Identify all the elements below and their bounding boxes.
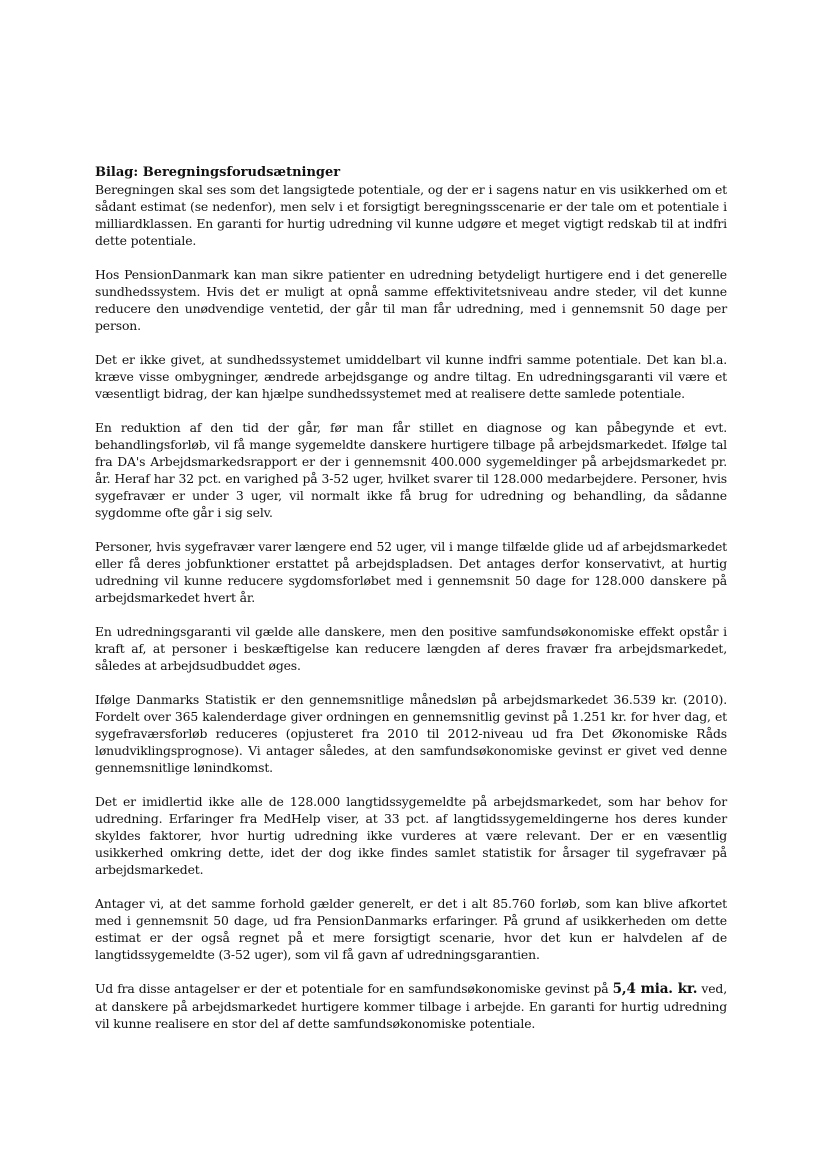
potential-amount: 5,4 mia. kr. <box>612 981 698 997</box>
paragraph-conclusion <box>95 980 727 1032</box>
paragraph-reduction: En reduktion af den tid der går, før man får stillet en diagnose og kan påbegynde et evt. behandlingsforløb, vil få mange sygemeldte danskere hurtigere tilbage på arbejdsmarkedet. Ifølge tal fra DA's Arbejdsmarkedsrapport er der i gennemsnit 400.000 sygemeldinger på arbejdsmarkedet pr. år. Heraf har 32 pct. en varighed på 3-52 uger, hvilket svarer til 128.000 medarbejdere. Personer, hvis sygefravær er under 3 uger, vil normalt ikke få brug for udredning og behandling, da sådanne sygdomme ofte går i sig selv. <box>95 420 727 520</box>
paragraph-pensiondanmark: Hos PensionDanmark kan man sikre patienter en udredning betydeligt hurtigere end i det generelle sundhedssystem. Hvis det er muligt at opnå samme effektivitetsniveau andre steder, vil det kunne reducere den unødvendige ventetid, der går til man får udredning, med i gennemsnit 50 dage per person. <box>95 267 727 333</box>
conclusion-text-before: Ud fra disse antagelser er der et potentiale for en samfundsøkonomiske gevinst på <box>95 981 613 996</box>
paragraph-medhelp: Det er imidlertid ikke alle de 128.000 langtidssygemeldte på arbejdsmarkedet, som har behov for udredning. Erfaringer fra MedHelp viser, at 33 pct. af langtidssygemeldingerne hos deres kunder skyldes faktorer, hvor hurtig udredning ikke vurderes at være relevant. Der er en væsentlig usikkerhed omkring dette, idet der dog ikke findes samlet statistik for årsager til sygefravær på arbejdsmarkedet. <box>95 794 727 877</box>
conclusion-text-after: ved, at danskere på arbejdsmarkedet hurtigere kommer tilbage i arbejde. En garanti for hurtig udredning vil kunne realisere en stor del af dette samfundsøkonomiske potentiale. <box>95 981 727 1031</box>
paragraph-health-system: Det er ikke givet, at sundhedssystemet umiddelbart vil kunne indfri samme potentiale. Det kan bl.a. kræve visse ombygninger, ændrede arbejdsgange og andre tiltag. En udredningsgaranti vil være et væsentligt bidrag, der kan hjælpe sundhedssystemet med at realisere dette samlede potentiale. <box>95 352 727 401</box>
paragraph-assumption: Antager vi, at det samme forhold gælder generelt, er det i alt 85.760 forløb, som kan blive afkortet med i gennemsnit 50 dage, ud fra PensionDanmarks erfaringer. På grund af usikkerheden om dette estimat er der også regnet på et mere forsigtigt scenarie, hvor det kun er halvdelen af de langtidssygemeldte (3-52 uger), som vil få gavn af udredningsgarantien. <box>95 896 727 962</box>
paragraph-guarantee: En udredningsgaranti vil gælde alle danskere, men den positive samfundsøkonomiske effekt opstår i kraft af, at personer i beskæftigelse kan reducere længden af deres fravær fra arbejdsmarkedet, således at arbejdsudbuddet øges. <box>95 624 727 673</box>
paragraph-intro: Beregningen skal ses som det langsigtede potentiale, og der er i sagens natur en vis usikkerhed om et sådant estimat (se nedenfor), men selv i et forsigtigt beregningsscenarie er der tale om et potentiale i milliardklassen. En garanti for hurtig udredning vil kunne udgøre et meget vigtigt redskab til at indfri dette potentiale. <box>95 182 727 248</box>
paragraph-long-absence: Personer, hvis sygefravær varer længere end 52 uger, vil i mange tilfælde glide ud af arbejdsmarkedet eller få deres jobfunktioner erstattet på arbejdspladsen. Det antages derfor konservativt, at hurtig udredning vil kunne reducere sygdomsforløbet med i gennemsnit 50 dage for 128.000 danskere på arbejdsmarkedet hvert år. <box>95 539 727 605</box>
document-heading: Bilag: Beregningsforudsætninger <box>95 165 341 180</box>
paragraph-statistics: Ifølge Danmarks Statistik er den gennemsnitlige månedsløn på arbejdsmarkedet 36.539 kr. (2010). Fordelt over 365 kalenderdage giver ordningen en gennemsnitlig gevinst på 1.251 kr. for hver dag, et sygefraværsforløb reduceres (opjusteret fra 2010 til 2012-niveau ud fra Det Økonomiske Råds lønudviklingsprognose). Vi antager således, at den samfundsøkonomiske gevinst er givet ved denne gennemsnitlige lønindkomst. <box>95 692 727 775</box>
document-page <box>95 164 727 1049</box>
